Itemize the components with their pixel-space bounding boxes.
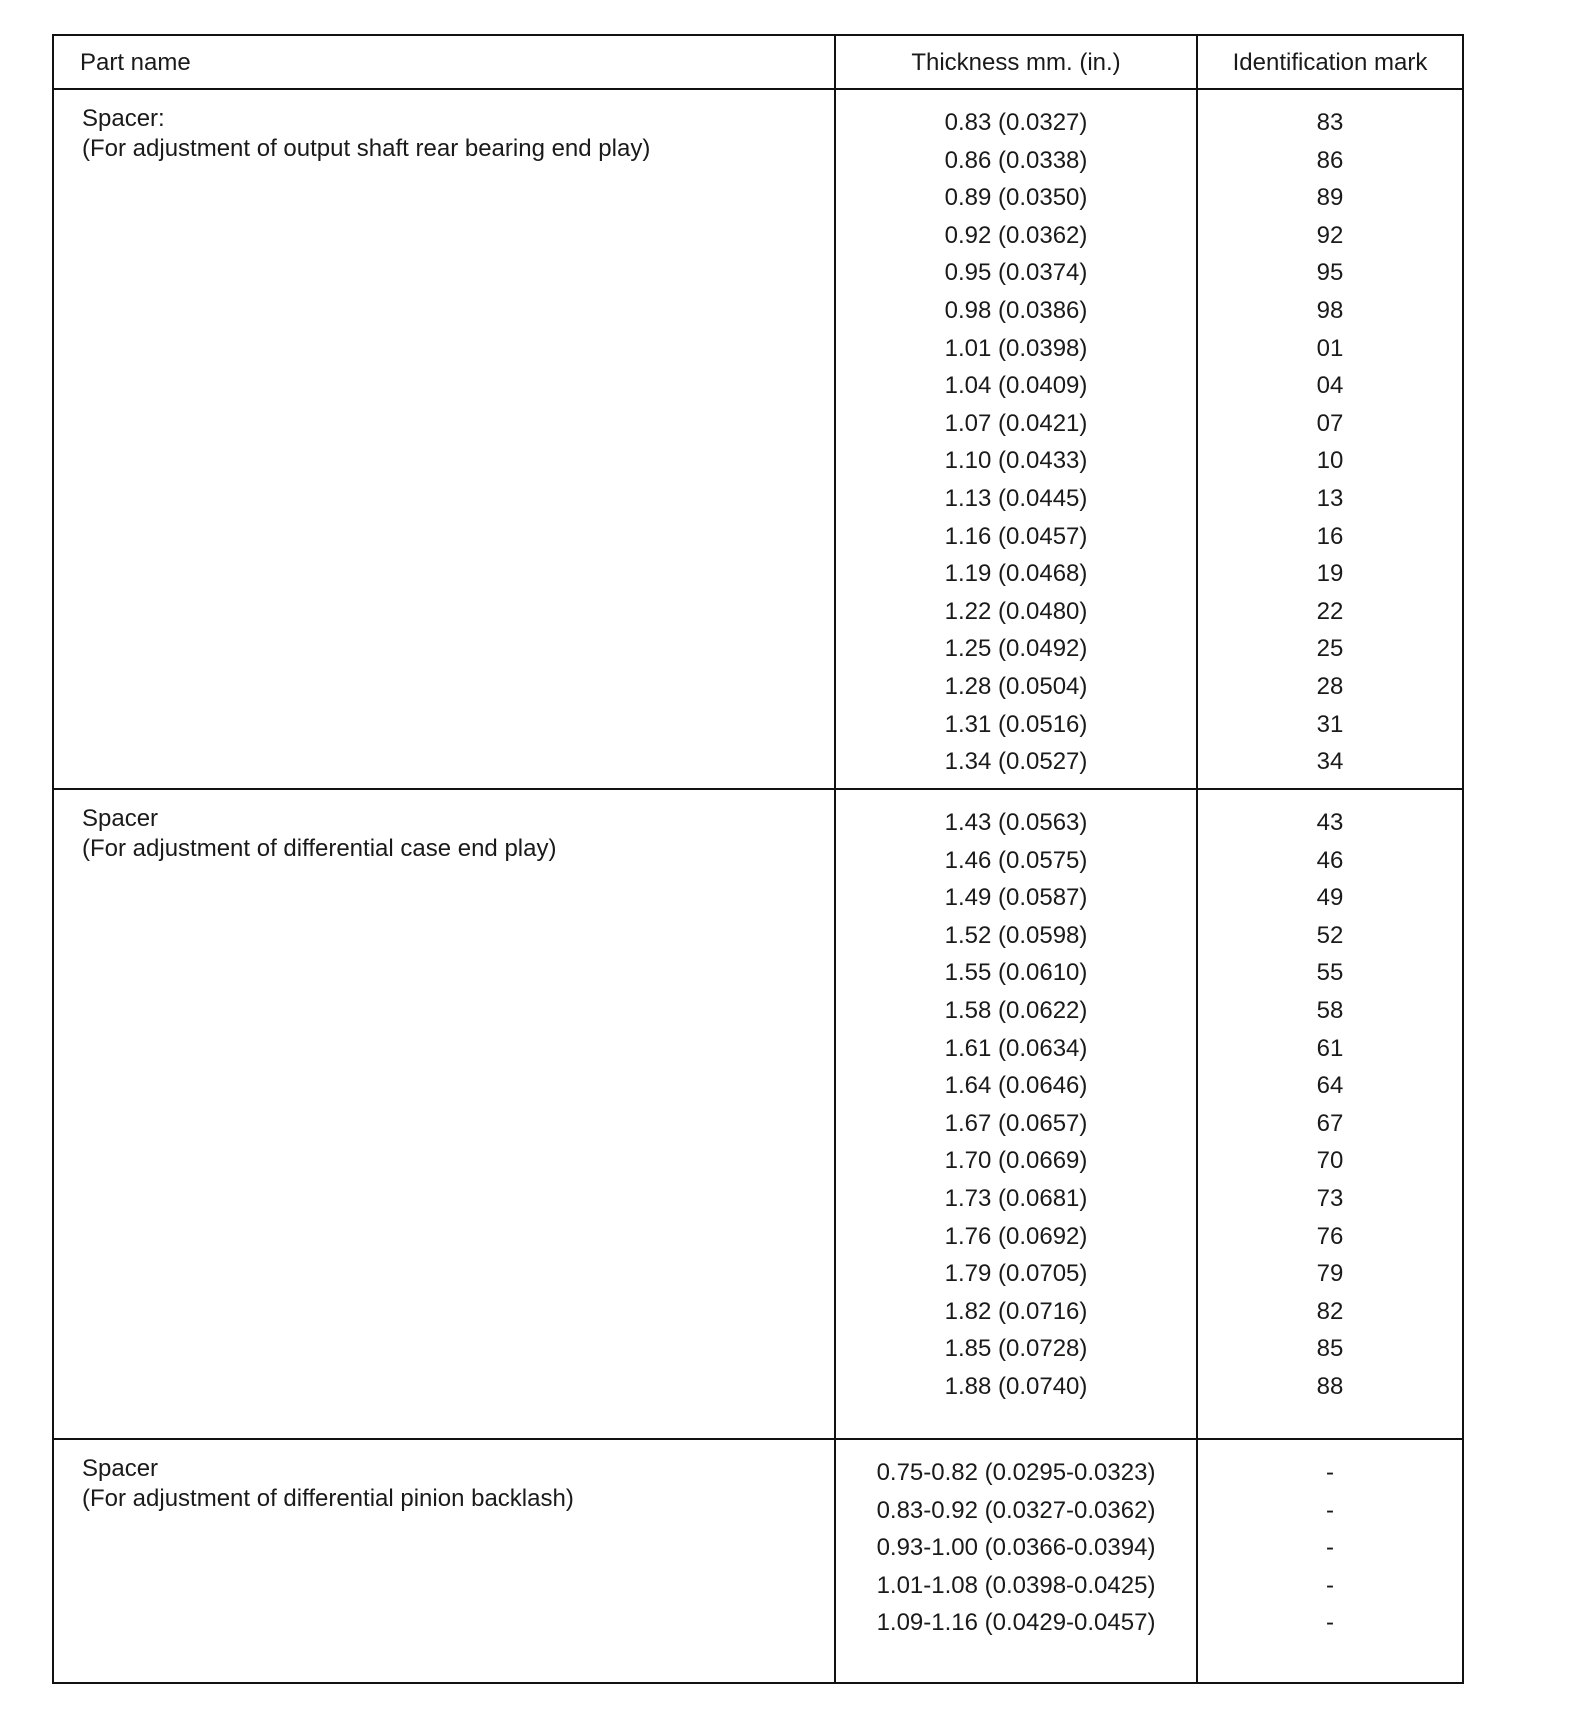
- identification-cell: [1198, 90, 1462, 788]
- thickness-value: 1.25 (0.0492): [944, 635, 1088, 663]
- thickness-value: 1.61 (0.0634): [944, 1034, 1088, 1062]
- identification-mark-value: 67: [1316, 1109, 1344, 1137]
- thickness-value: 0.83 (0.0327): [944, 109, 1088, 136]
- thickness-value: 0.92 (0.0362): [944, 221, 1088, 249]
- identification-mark-value: 82: [1316, 1297, 1344, 1325]
- identification-mark-value: 70: [1316, 1147, 1344, 1175]
- identification-mark-value: 16: [1316, 522, 1344, 550]
- thickness-value: 1.01-1.08 (0.0398-0.0425): [876, 1571, 1156, 1599]
- thickness-value: 0.83-0.92 (0.0327-0.0362): [876, 1496, 1156, 1524]
- thickness-value: 1.04 (0.0409): [944, 372, 1088, 400]
- thickness-value: 0.98 (0.0386): [944, 296, 1088, 324]
- spacer-spec-table: [52, 34, 1464, 1684]
- table-row-differential-pinion-spacer: [54, 1440, 1462, 1682]
- header-identification-mark: Identification mark: [1232, 49, 1428, 76]
- thickness-value: 1.49 (0.0587): [944, 884, 1088, 912]
- identification-mark-value: 98: [1316, 296, 1344, 324]
- thickness-value: 1.19 (0.0468): [944, 560, 1088, 588]
- part-description: (For adjustment of output shaft rear bearing end play): [82, 135, 651, 162]
- thickness-value: 1.43 (0.0563): [944, 809, 1088, 836]
- thickness-list: [836, 90, 1196, 781]
- thickness-value: 1.01 (0.0398): [944, 334, 1088, 362]
- thickness-value: 1.70 (0.0669): [944, 1147, 1088, 1175]
- identification-cell: [1198, 1440, 1462, 1682]
- header-thickness: Thickness mm. (in.): [836, 36, 1198, 88]
- thickness-value: 1.76 (0.0692): [944, 1222, 1088, 1250]
- thickness-value: 1.13 (0.0445): [944, 484, 1088, 512]
- part-description: (For adjustment of differential pinion backlash): [82, 1485, 574, 1512]
- identification-mark-value: -: [1326, 1496, 1334, 1524]
- identification-mark-value: -: [1326, 1534, 1334, 1562]
- part-title: Spacer: [82, 1455, 159, 1482]
- identification-mark-value: 22: [1316, 597, 1344, 625]
- mark-list: [1198, 790, 1462, 1406]
- identification-mark-value: 85: [1316, 1335, 1344, 1363]
- thickness-value: 1.07 (0.0421): [944, 409, 1088, 437]
- part-title: Spacer: [82, 805, 159, 832]
- identification-mark-value: 88: [1316, 1372, 1344, 1400]
- identification-mark-value: 73: [1316, 1184, 1344, 1212]
- identification-mark-value: 76: [1316, 1222, 1344, 1250]
- identification-mark-value: 13: [1316, 484, 1344, 512]
- identification-mark-value: 19: [1316, 560, 1344, 588]
- thickness-value: 0.95 (0.0374): [944, 259, 1088, 287]
- thickness-value: 1.31 (0.0516): [944, 710, 1088, 738]
- identification-mark-value: 46: [1316, 846, 1344, 874]
- identification-mark-value: 43: [1316, 809, 1344, 836]
- header-part-name: Part name: [54, 36, 836, 88]
- thickness-value: 1.58 (0.0622): [944, 996, 1088, 1024]
- thickness-value: 1.55 (0.0610): [944, 959, 1088, 987]
- identification-mark-value: 34: [1316, 748, 1344, 776]
- identification-mark-value: 25: [1316, 635, 1344, 663]
- identification-mark-value: 86: [1316, 146, 1344, 174]
- thickness-value: 1.82 (0.0716): [944, 1297, 1088, 1325]
- part-description: (For adjustment of differential case end play): [82, 835, 557, 862]
- thickness-cell: [836, 790, 1198, 1438]
- identification-mark-value: 89: [1316, 184, 1344, 212]
- mark-list: [1198, 1440, 1462, 1642]
- thickness-value: 1.64 (0.0646): [944, 1072, 1088, 1100]
- thickness-value: 0.89 (0.0350): [944, 184, 1088, 212]
- thickness-value: 1.79 (0.0705): [944, 1260, 1088, 1288]
- identification-mark-value: -: [1326, 1459, 1334, 1486]
- thickness-value: 1.67 (0.0657): [944, 1109, 1088, 1137]
- identification-mark-value: 10: [1316, 447, 1344, 475]
- part-name-cell: [54, 1440, 836, 1682]
- identification-cell: [1198, 790, 1462, 1438]
- identification-mark-value: 55: [1316, 959, 1344, 987]
- identification-mark-value: -: [1326, 1609, 1334, 1637]
- thickness-value: 0.93-1.00 (0.0366-0.0394): [876, 1534, 1156, 1562]
- thickness-value: 0.75-0.82 (0.0295-0.0323): [876, 1459, 1156, 1486]
- thickness-list: [836, 1440, 1196, 1642]
- thickness-value: 1.46 (0.0575): [944, 846, 1088, 874]
- identification-mark-value: 28: [1316, 672, 1344, 700]
- identification-mark-value: 01: [1316, 334, 1344, 362]
- identification-mark-value: -: [1326, 1571, 1334, 1599]
- identification-mark-value: 79: [1316, 1260, 1344, 1288]
- table-row-output-shaft-spacer: [54, 90, 1462, 790]
- thickness-value: 1.10 (0.0433): [944, 447, 1088, 475]
- identification-mark-value: 49: [1316, 884, 1344, 912]
- identification-mark-value: 92: [1316, 221, 1344, 249]
- identification-mark-value: 31: [1316, 710, 1344, 738]
- thickness-value: 1.28 (0.0504): [944, 672, 1088, 700]
- thickness-value: 1.88 (0.0740): [944, 1372, 1088, 1400]
- identification-mark-value: 95: [1316, 259, 1344, 287]
- table-header-row: [54, 36, 1462, 90]
- thickness-value: 1.22 (0.0480): [944, 597, 1088, 625]
- thickness-cell: [836, 1440, 1198, 1682]
- mark-list: [1198, 90, 1462, 781]
- part-name-cell: [54, 90, 836, 788]
- table-row-differential-case-spacer: [54, 790, 1462, 1440]
- thickness-cell: [836, 90, 1198, 788]
- identification-mark-value: 07: [1316, 409, 1344, 437]
- thickness-value: 1.34 (0.0527): [944, 748, 1088, 776]
- identification-mark-value: 52: [1316, 921, 1344, 949]
- thickness-list: [836, 790, 1196, 1406]
- identification-mark-value: 58: [1316, 996, 1344, 1024]
- thickness-value: 1.09-1.16 (0.0429-0.0457): [876, 1609, 1156, 1637]
- thickness-value: 1.16 (0.0457): [944, 522, 1088, 550]
- thickness-value: 0.86 (0.0338): [944, 146, 1088, 174]
- thickness-value: 1.85 (0.0728): [944, 1335, 1088, 1363]
- identification-mark-value: 64: [1316, 1072, 1344, 1100]
- identification-mark-value: 83: [1316, 109, 1344, 136]
- part-name-cell: [54, 790, 836, 1438]
- identification-mark-value: 61: [1316, 1034, 1344, 1062]
- identification-mark-value: 04: [1316, 372, 1344, 400]
- thickness-value: 1.52 (0.0598): [944, 921, 1088, 949]
- part-title: Spacer:: [82, 105, 165, 132]
- thickness-value: 1.73 (0.0681): [944, 1184, 1088, 1212]
